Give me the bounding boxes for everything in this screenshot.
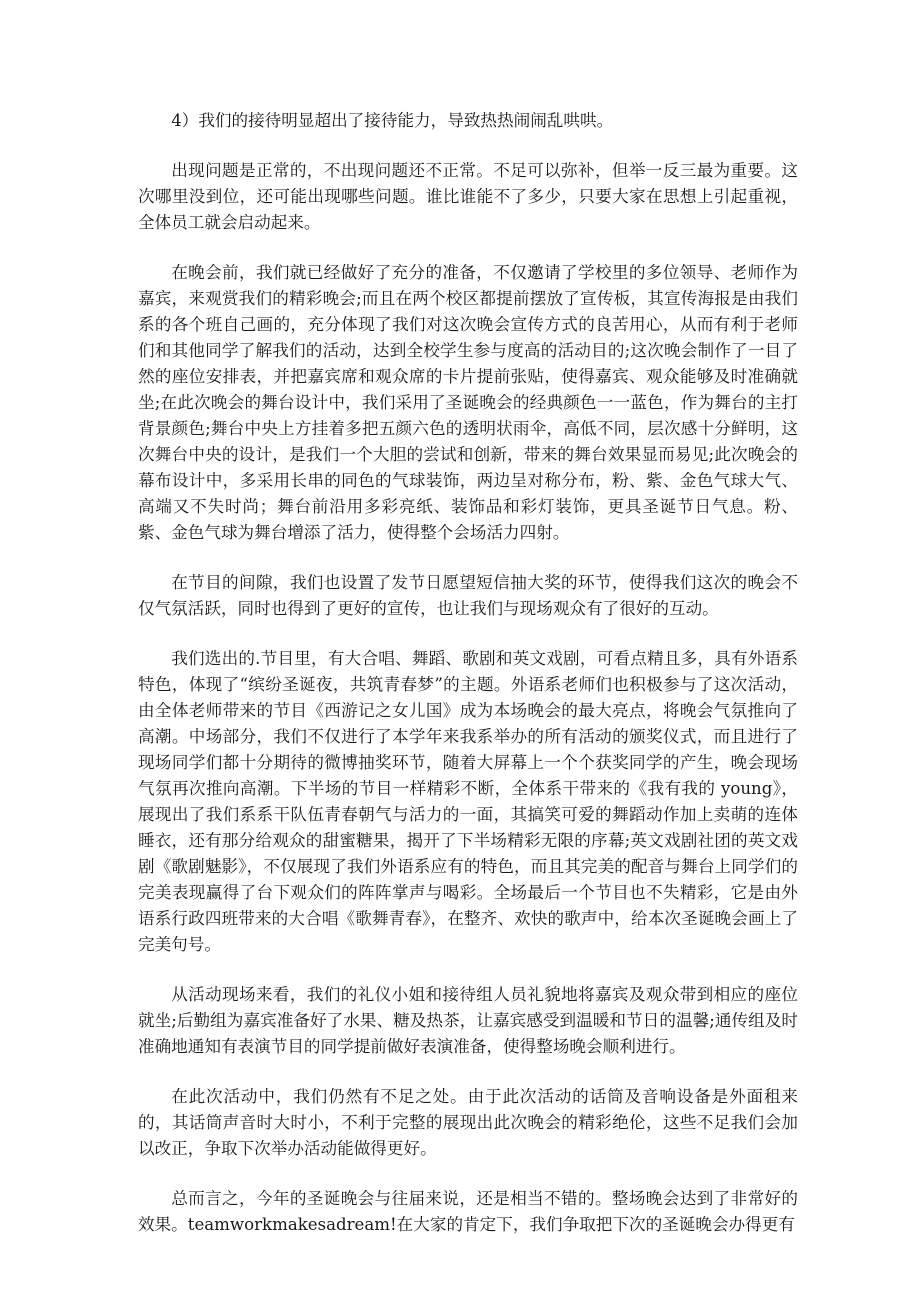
paragraph-summary: 总而言之，今年的圣诞晚会与往届来说，还是相当不错的。整场晚会达到了非常好的效果。teamworkmakesadream!在大家的肯定下，我们争取把下次的圣诞晚会办得更有 xyxy=(138,1189,798,1234)
paragraph-interval-lottery: 在节目的间隙，我们也设置了发节日愿望短信抽大奖的环节，使得我们这次的晚会不仅气氛活跃，同时也得到了更好的宣传，也让我们与现场观众有了很好的互动。 xyxy=(138,573,798,618)
paragraph-problems: 出现问题是正常的，不出现问题还不正常。不足可以弥补，但举一反三最为重要。这次哪里没到位，还可能出现哪些问题。谁比谁能不了多少，只要大家在思想上引起重视，全体员工就会启动起来。 xyxy=(138,161,798,232)
paragraph-preparation: 在晚会前，我们就已经做好了充分的准备，不仅邀请了学校里的多位领导、老师作为嘉宾，来观赏我们的精彩晚会;而且在两个校区都提前摆放了宣传板，其宣传海报是由我们系的各个班自己画的，充分体现了我们对这次晚会宣传方式的良苦用心，从而有利于老师们和其他同学了解我们的活动，达到全校学生参与度高的活动目的;这次晚会制作了一目了然的座位安排表，并把嘉宾席和观众席的卡片提前张贴，使得嘉宾、观众能够及时准确就坐;在此次晚会的舞台设计中，我们采用了圣诞晚会的经典颜色一一蓝色，作为舞台的主打背景颜色;舞台中央上方挂着多把五颜六色的透明状雨伞，高低不同，层次感十分鲜明，这次舞台中央的设计，是我们一个大胆的尝试和创新，带来的舞台效果显而易见;此次晚会的幕布设计中，多采用长串的同色的气球装饰，两边呈对称分布，粉、紫、金色气球大气、高端又不失时尚；舞台前沿用多彩亮纸、装饰品和彩灯装饰，更具圣诞节日气息。粉、紫、金色气球为舞台增添了活力，使得整个会场活力四射。 xyxy=(138,263,798,542)
paragraph-shortcomings: 在此次活动中，我们仍然有不足之处。由于此次活动的话筒及音响设备是外面租来的，其话筒声音时大时小，不利于完整的展现出此次晚会的精彩绝伦，这些不足我们会加以改正，争取下次举办活动能做得更好。 xyxy=(138,1087,798,1158)
paragraph-programs: 我们选出的.节目里，有大合唱、舞蹈、歌剧和英文戏剧，可看点精且多，具有外语系特色，体现了“缤纷圣诞夜，共筑青春梦”的主题。外语系老师们也积极参与了这次活动，由全体老师带来的节目《西游记之女儿国》成为本场晚会的最大亮点，将晚会气氛推向了高潮。中场部分，我们不仅进行了本学年来我系举办的所有活动的颁奖仪式，而且进行了现场同学们都十分期待的微博抽奖环节，随着大屏幕上一个个获奖同学的产生，晚会现场气氛再次推向高潮。下半场的节目一样精彩不断，全体系干带来的《我有我的 young》，展现出了我们系系干队伍青春朝气与活力的一面，其搞笑可爱的舞蹈动作加上卖萌的连体睡衣，还有那分给观众的甜蜜糖果，揭开了下半场精彩无限的序幕;英文戏剧社团的英文戏剧《歌剧魅影》，不仅展现了我们外语系应有的特色，而且其完美的配音与舞台上同学们的完美表现赢得了台下观众们的阵阵掌声与喝彩。全场最后一个节目也不失精彩，它是由外语系行政四班带来的大合唱《歌舞青春》，在整齐、欢快的歌声中，给本次圣诞晚会画上了完美句号。 xyxy=(138,649,798,954)
document-body xyxy=(138,108,798,1262)
paragraph-on-site: 从活动现场来看，我们的礼仪小姐和接待组人员礼貌地将嘉宾及观众带到相应的座位就坐;后勤组为嘉宾准备好了水果、糖及热茶，让嘉宾感受到温暖和节日的温馨;通传组及时准确地通知有表演节目的同学提前做好表演准备，使得整场晚会顺利进行。 xyxy=(138,985,798,1056)
paragraph-hospitality-issue: 4）我们的接待明显超出了接待能力，导致热热闹闹乱哄哄。 xyxy=(171,111,614,130)
